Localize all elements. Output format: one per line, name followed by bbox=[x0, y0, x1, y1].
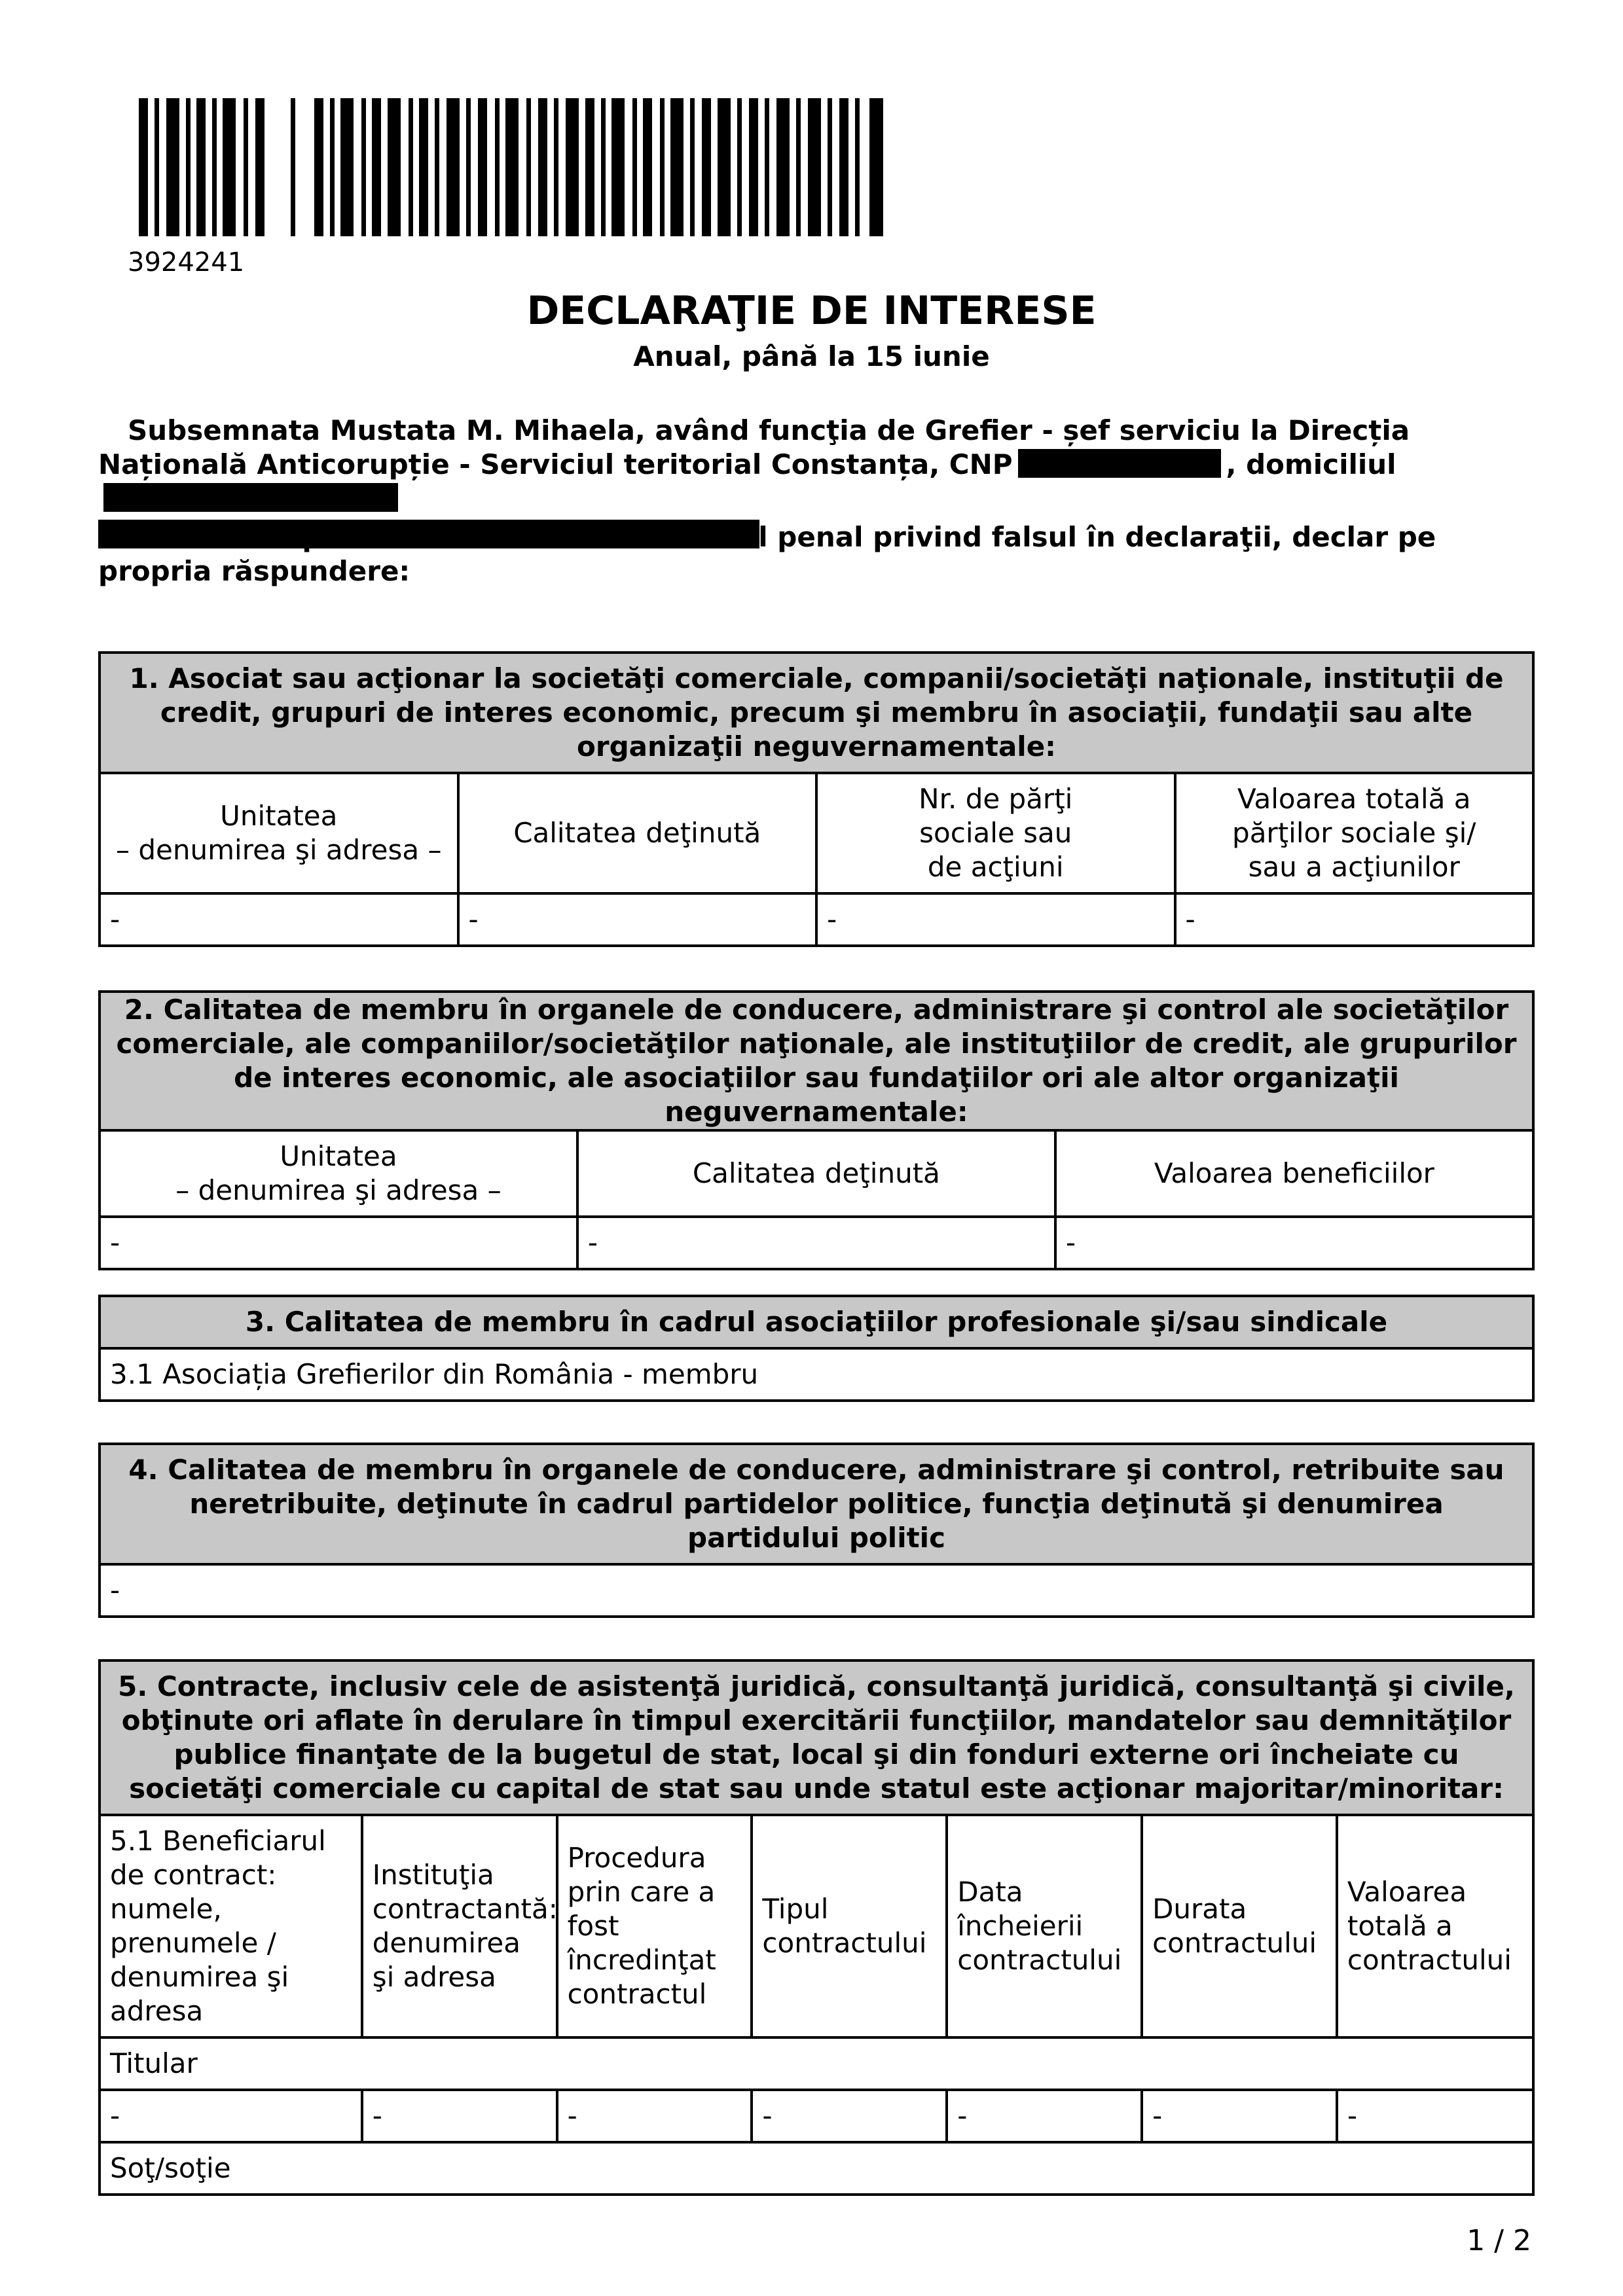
col-label: părţilor sociale şi/ bbox=[1232, 817, 1476, 849]
section-4-header: 4. Calitatea de membru în organele de conducere, administrare şi control, retribuite sau neretribuite, deţinute în cadrul partidelor politice, funcţia deţinută şi denumirea partidului politic bbox=[100, 1444, 1533, 1564]
col-label: de acţiuni bbox=[927, 851, 1064, 883]
barcode bbox=[139, 98, 883, 236]
col-label: Unitatea bbox=[280, 1140, 397, 1172]
section-2-header: 2. Calitatea de membru în organele de conducere, administrare şi control ale societăţilor comerciale, ale companiilor/societăţilor naţionale, ale instituţiilor de credit, ale grupurilor de interes economic, ale asociaţiilor sau fundaţiilor ori ale altor organizaţii neguvernamentale: bbox=[100, 992, 1533, 1130]
table-cell: - bbox=[362, 2090, 557, 2142]
col-label: Unitatea bbox=[220, 800, 338, 832]
page-number: 1 / 2 bbox=[1467, 2224, 1531, 2257]
col-label: Valoarea totală a bbox=[1237, 783, 1471, 815]
intro-text-3: cunoscând prevederile art. 292 din Codul penal privind falsul în declaraţii, declar pe propria răspundere: bbox=[98, 521, 1436, 587]
table-cell: - bbox=[557, 2090, 752, 2142]
table-cell: - bbox=[100, 1217, 577, 1269]
col-label: – denumirea şi adresa – bbox=[175, 1174, 501, 1206]
section-5-col-duration: Durata contractului bbox=[1142, 1815, 1337, 2037]
section-2-col-benefits: Valoarea beneficiilor bbox=[1055, 1130, 1533, 1217]
table-cell: - bbox=[1175, 893, 1534, 946]
section-1-col-role: Calitatea deţinută bbox=[458, 773, 817, 893]
section-1-col-shares bbox=[816, 773, 1175, 893]
table-cell: - bbox=[458, 893, 817, 946]
section-5-titular-label: Titular bbox=[100, 2037, 1533, 2090]
table-cell: - bbox=[100, 1564, 1533, 1617]
section-5-col-date: Data încheierii contractului bbox=[947, 1815, 1142, 2037]
table-cell: 3.1 Asociația Grefierilor din România - membru bbox=[100, 1348, 1533, 1401]
col-label: sau a acţiunilor bbox=[1248, 851, 1460, 883]
intro-text-1: Subsemnata Mustata M. Mihaela, având funcţia de Grefier - șef serviciu la Direcția Națională Anticorupție - Serviciul teritorial Constanța, CNP bbox=[98, 414, 1410, 480]
table-cell: - bbox=[816, 893, 1175, 946]
section-5-col-beneficiary: 5.1 Beneficiarul de contract: numele, prenumele / denumirea şi adresa bbox=[100, 1815, 362, 2037]
section-5-col-value: Valoarea totală a contractului bbox=[1337, 1815, 1533, 2037]
table-cell: - bbox=[1337, 2090, 1533, 2142]
col-label: – denumirea şi adresa – bbox=[116, 834, 442, 866]
table-cell: - bbox=[100, 893, 458, 946]
table-cell: - bbox=[752, 2090, 947, 2142]
barcode-number: 3924241 bbox=[128, 247, 245, 278]
section-3-header: 3. Calitatea de membru în cadrul asociaţiilor profesionale şi/sau sindicale bbox=[100, 1296, 1533, 1348]
redacted-cnp bbox=[1018, 449, 1221, 478]
table-cell: - bbox=[100, 2090, 362, 2142]
table-cell: - bbox=[1055, 1217, 1533, 1269]
section-1-col-value bbox=[1175, 773, 1534, 893]
section-2-col-role: Calitatea deţinută bbox=[577, 1130, 1055, 1217]
section-5-spouse-label: Soţ/soţie bbox=[100, 2142, 1533, 2195]
col-label: Nr. de părţi bbox=[919, 783, 1073, 815]
section-1-table bbox=[98, 651, 1535, 947]
section-3-table bbox=[98, 1295, 1535, 1402]
intro-paragraph-2 bbox=[98, 520, 1525, 588]
document-subtitle: Anual, până la 15 iunie bbox=[633, 340, 990, 372]
section-1-col-unit bbox=[100, 773, 458, 893]
col-label: sociale sau bbox=[919, 817, 1072, 849]
section-2-col-unit bbox=[100, 1130, 577, 1217]
section-5-col-procedure: Procedura prin care a fost încredinţat contractul bbox=[557, 1815, 752, 2037]
table-cell: - bbox=[947, 2090, 1142, 2142]
document-title: DECLARAŢIE DE INTERESE bbox=[526, 288, 1097, 334]
section-5-table bbox=[98, 1659, 1535, 2196]
table-cell: - bbox=[1142, 2090, 1337, 2142]
section-5-col-institution: Instituţia contractantă: denumirea şi adresa bbox=[362, 1815, 557, 2037]
section-4-table bbox=[98, 1443, 1535, 1618]
section-5-col-type: Tipul contractului bbox=[752, 1815, 947, 2037]
section-1-header: 1. Asociat sau acţionar la societăţi comerciale, companii/societăţi naţionale, instituţii de credit, grupuri de interes economic, precum şi membru în asociaţii, fundaţii sau alte organizaţii neguvernamentale: bbox=[100, 653, 1533, 773]
intro-text-2: , domiciliul bbox=[1226, 448, 1396, 480]
section-2-table bbox=[98, 990, 1535, 1270]
section-5-header: 5. Contracte, inclusiv cele de asistenţă juridică, consultanţă juridică, consultanţă şi civile, obţinute ori aflate în derulare în timpul exercitării funcţiilor, mandatelor sau demnităţilor publice finanţate de la bugetul de stat, local şi din fonduri externe ori încheiate cu societăţi comerciale cu capital de stat sau unde statul este acţionar majoritar/minoritar: bbox=[100, 1660, 1533, 1815]
redacted-address bbox=[103, 483, 398, 512]
table-cell: - bbox=[577, 1217, 1055, 1269]
